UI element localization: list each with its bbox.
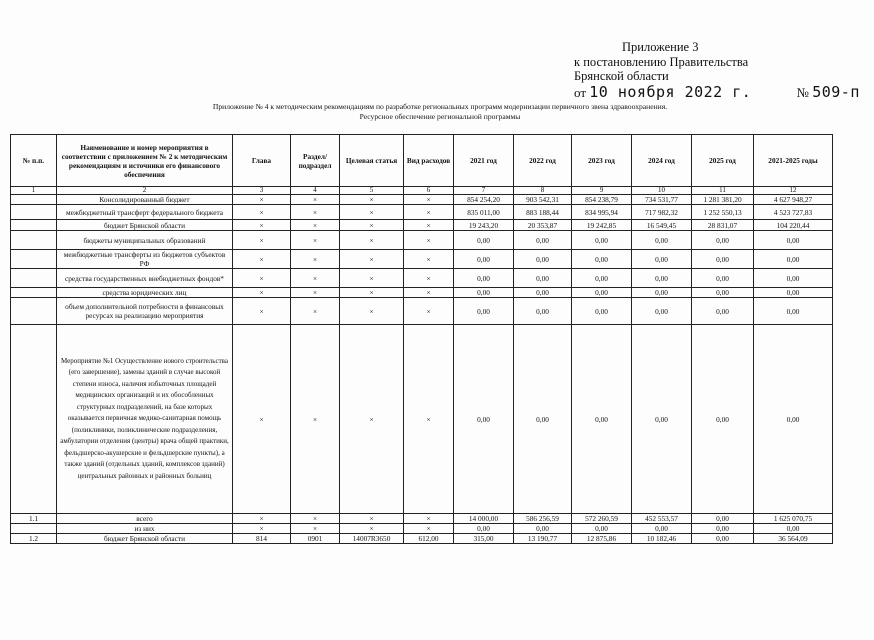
col-number: 11 <box>692 187 754 195</box>
number-prefix: № <box>796 84 809 100</box>
header-cell: 2021-2025 годы <box>754 135 833 187</box>
table-cell <box>11 195 57 205</box>
col-number: 4 <box>291 187 340 195</box>
table-cell <box>11 325 57 514</box>
row-name-cell: межбюджетный трансферт федерального бюджета <box>57 205 233 220</box>
row-name-cell: средства юридических лиц <box>57 288 233 298</box>
table-cell: 13 190,77 <box>514 534 572 544</box>
table-cell: 0,00 <box>632 298 692 325</box>
table-cell: 0,00 <box>692 298 754 325</box>
row-name-cell: бюджет Брянской области <box>57 534 233 544</box>
table-cell: 1 281 381,20 <box>692 195 754 205</box>
header-cell: № п.п. <box>11 135 57 187</box>
table-cell: 0,00 <box>514 325 572 514</box>
table-cell: 14 000,00 <box>454 514 514 524</box>
table-cell: 0,00 <box>632 231 692 250</box>
annex-date-line <box>574 82 864 101</box>
table-cell: 0,00 <box>454 231 514 250</box>
table-cell: × <box>233 288 291 298</box>
table-cell: 20 353,87 <box>514 220 572 231</box>
row-name-cell: из них <box>57 524 233 534</box>
table-cell: 0,00 <box>692 325 754 514</box>
table-cell: 0,00 <box>692 231 754 250</box>
table-cell <box>11 220 57 231</box>
table-cell: 10 182,46 <box>632 534 692 544</box>
row-name-cell: бюджеты муниципальных образований <box>57 231 233 250</box>
annex-line3: Брянской области <box>574 69 669 83</box>
col-number: 2 <box>57 187 233 195</box>
header-cell: Раздел/подраздел <box>291 135 340 187</box>
table-cell: 0,00 <box>632 269 692 288</box>
date-prefix: от <box>574 84 587 100</box>
col-number: 3 <box>233 187 291 195</box>
table-row <box>11 250 833 269</box>
table-cell: × <box>291 288 340 298</box>
header-cell: 2024 год <box>632 135 692 187</box>
table-cell: 0,00 <box>754 298 833 325</box>
table-cell: 0,00 <box>754 231 833 250</box>
table-cell <box>11 269 57 288</box>
table-cell: 0,00 <box>454 325 514 514</box>
header-cell: 2022 год <box>514 135 572 187</box>
table-cell: 1 252 550,13 <box>692 205 754 220</box>
table-cell: 0,00 <box>572 269 632 288</box>
table-cell: 0,00 <box>754 524 833 534</box>
table-cell: × <box>404 250 454 269</box>
table-cell: 0,00 <box>692 524 754 534</box>
table-cell: 104 220,44 <box>754 220 833 231</box>
table-cell: × <box>404 220 454 231</box>
table-cell: × <box>291 514 340 524</box>
table-cell: 717 982,32 <box>632 205 692 220</box>
table-cell: 0,00 <box>514 298 572 325</box>
table-cell: 814 <box>233 534 291 544</box>
table-cell: × <box>340 514 404 524</box>
table-cell: × <box>404 205 454 220</box>
table-cell: 0,00 <box>454 269 514 288</box>
header-cell: Целевая статья <box>340 135 404 187</box>
annex-line2: к постановлению Правительства <box>574 54 749 69</box>
table-cell: × <box>404 288 454 298</box>
table-row <box>11 325 833 514</box>
table-cell: × <box>340 220 404 231</box>
heading-line2: Ресурсное обеспечение региональной программы <box>359 112 521 121</box>
col-number: 9 <box>572 187 632 195</box>
table-cell: 0,00 <box>754 269 833 288</box>
table-cell: × <box>233 325 291 514</box>
table-cell: 834 995,94 <box>572 205 632 220</box>
table-cell: × <box>291 298 340 325</box>
col-number: 6 <box>404 187 454 195</box>
table-cell: × <box>340 288 404 298</box>
table-row <box>11 514 833 524</box>
table-cell: 0,00 <box>754 250 833 269</box>
header-cell: Глава <box>233 135 291 187</box>
table-cell: 0,00 <box>514 250 572 269</box>
table-cell: × <box>291 220 340 231</box>
row-name-cell: бюджет Брянской области <box>57 220 233 231</box>
table-cell: 0,00 <box>692 269 754 288</box>
table-cell: 0,00 <box>572 250 632 269</box>
table-row <box>11 269 833 288</box>
table-cell: 0,00 <box>454 298 514 325</box>
heading-line1: Приложение № 4 к методическим рекомендациям по разработке региональных программ модернизации первичного звена здравоохранения. <box>212 102 668 111</box>
table-cell: 0,00 <box>692 288 754 298</box>
table-cell: × <box>291 205 340 220</box>
table-cell: × <box>404 195 454 205</box>
row-name-cell: средства государственных внебюджетных фондов* <box>57 269 233 288</box>
header-cell: 2023 год <box>572 135 632 187</box>
table-cell: 0,00 <box>632 524 692 534</box>
table-row <box>11 524 833 534</box>
table-row <box>11 288 833 298</box>
table-cell: × <box>404 269 454 288</box>
table-cell: 0,00 <box>692 250 754 269</box>
table-cell: 0,00 <box>572 298 632 325</box>
table-cell: 1.2 <box>11 534 57 544</box>
table-cell: 0,00 <box>692 534 754 544</box>
table-cell <box>11 250 57 269</box>
col-number: 12 <box>754 187 833 195</box>
table-cell: 0,00 <box>632 288 692 298</box>
table-row <box>11 534 833 544</box>
col-number: 7 <box>454 187 514 195</box>
table-row <box>11 298 833 325</box>
table-cell: 612,00 <box>404 534 454 544</box>
number-value: 509-п <box>812 82 860 101</box>
row-name-cell: межбюджетные трансферты из бюджетов субъектов РФ <box>57 250 233 269</box>
table-cell: × <box>340 205 404 220</box>
table-cell: × <box>291 195 340 205</box>
table-cell: × <box>340 325 404 514</box>
table-cell: 0,00 <box>754 325 833 514</box>
table-cell <box>11 288 57 298</box>
table-cell: 572 260,59 <box>572 514 632 524</box>
table-cell: × <box>291 231 340 250</box>
table-cell: 14007R3650 <box>340 534 404 544</box>
header-cell: 2025 год <box>692 135 754 187</box>
resource-table <box>10 134 833 544</box>
table-cell: 1 625 070,75 <box>754 514 833 524</box>
table-cell: × <box>233 205 291 220</box>
header-row <box>11 135 833 187</box>
table-cell: 0,00 <box>754 288 833 298</box>
table-cell: 883 188,44 <box>514 205 572 220</box>
table-cell: 0,00 <box>454 250 514 269</box>
table-cell: × <box>340 231 404 250</box>
table-cell: 734 531,77 <box>632 195 692 205</box>
col-number: 1 <box>11 187 57 195</box>
table-cell: 0,00 <box>632 250 692 269</box>
table-cell: 0,00 <box>514 231 572 250</box>
table-cell: 0,00 <box>514 269 572 288</box>
table-cell: 452 553,57 <box>632 514 692 524</box>
table-cell: × <box>291 524 340 534</box>
table-cell: × <box>291 269 340 288</box>
table-cell: × <box>233 298 291 325</box>
row-name-cell: Консолидированный бюджет <box>57 195 233 205</box>
row-name-cell: всего <box>57 514 233 524</box>
table-cell: 0,00 <box>454 288 514 298</box>
table-cell: × <box>233 231 291 250</box>
table-cell: 0,00 <box>632 325 692 514</box>
header-cell: Наименование и номер мероприятия в соответствии с приложением № 2 к методическим рекомендациям и источники его финансового обеспечения <box>57 135 233 187</box>
date-value: 10 ноября 2022 г. <box>589 82 752 101</box>
table-cell: 12 875,86 <box>572 534 632 544</box>
table-cell: 835 011,00 <box>454 205 514 220</box>
table-cell: 586 256,59 <box>514 514 572 524</box>
table-cell: × <box>404 514 454 524</box>
table-cell: 4 627 948,27 <box>754 195 833 205</box>
table-cell: × <box>340 524 404 534</box>
table-cell: 0,00 <box>572 231 632 250</box>
table-row <box>11 205 833 220</box>
table-cell: × <box>233 250 291 269</box>
table-cell <box>11 205 57 220</box>
table-cell: 0,00 <box>514 524 572 534</box>
table-cell: × <box>404 298 454 325</box>
table-row <box>11 195 833 205</box>
table-cell: × <box>233 195 291 205</box>
table-cell: 0,00 <box>692 514 754 524</box>
annex-title: Приложение 3 <box>622 40 699 54</box>
table-cell: × <box>233 269 291 288</box>
table-cell: × <box>340 269 404 288</box>
col-number: 10 <box>632 187 692 195</box>
table-cell: 854 238,79 <box>572 195 632 205</box>
table-cell: × <box>404 231 454 250</box>
table-cell: 16 549,45 <box>632 220 692 231</box>
row-name-cell: Мероприятие №1 Осуществление нового строительства (его завершение), замены зданий в случае высокой степени износа, наличия избыточных площадей медицинских организаций и их обособленных структурных подразделений, на базе которых оказывается первичная медико-санитарная помощь (поликлиники, поликлинические подразделения, амбулатории отделения (центры) врача общей практики, фельдшерско-акушерские и фельдшерские пункты), а также зданий (отдельных зданий, комплексов зданий) центральных районных и районных больниц <box>57 325 233 514</box>
row-name-cell: объем дополнительной потребности в финансовых ресурсах на реализацию мероприятия <box>57 298 233 325</box>
table-row <box>11 220 833 231</box>
col-number: 5 <box>340 187 404 195</box>
table-cell: 0,00 <box>572 325 632 514</box>
table-cell: × <box>404 325 454 514</box>
table-cell: 1.1 <box>11 514 57 524</box>
header-cell: Вид расходов <box>404 135 454 187</box>
table-cell: × <box>233 220 291 231</box>
table-cell: 0901 <box>291 534 340 544</box>
table-cell: 854 254,20 <box>454 195 514 205</box>
table-cell: × <box>404 524 454 534</box>
table-cell <box>11 298 57 325</box>
table-cell: × <box>340 195 404 205</box>
table-cell: 0,00 <box>514 288 572 298</box>
table-cell: × <box>291 250 340 269</box>
table-cell: 19 242,85 <box>572 220 632 231</box>
table-cell: 4 523 727,83 <box>754 205 833 220</box>
table-cell: × <box>340 298 404 325</box>
table-cell: 315,00 <box>454 534 514 544</box>
table-cell: 19 243,20 <box>454 220 514 231</box>
table-row <box>11 231 833 250</box>
table-cell: 0,00 <box>454 524 514 534</box>
annex-block <box>574 40 864 100</box>
table-heading <box>120 102 760 122</box>
table-cell: 0,00 <box>572 288 632 298</box>
table-cell <box>11 524 57 534</box>
table-cell: × <box>291 325 340 514</box>
table-cell: 28 831,07 <box>692 220 754 231</box>
table-cell: 36 564,09 <box>754 534 833 544</box>
header-cell: 2021 год <box>454 135 514 187</box>
table-cell: 0,00 <box>572 524 632 534</box>
table-cell: × <box>233 524 291 534</box>
table-cell <box>11 231 57 250</box>
table-cell: × <box>233 514 291 524</box>
table-cell: 903 542,31 <box>514 195 572 205</box>
table-cell: × <box>340 250 404 269</box>
column-number-row <box>11 187 833 195</box>
col-number: 8 <box>514 187 572 195</box>
